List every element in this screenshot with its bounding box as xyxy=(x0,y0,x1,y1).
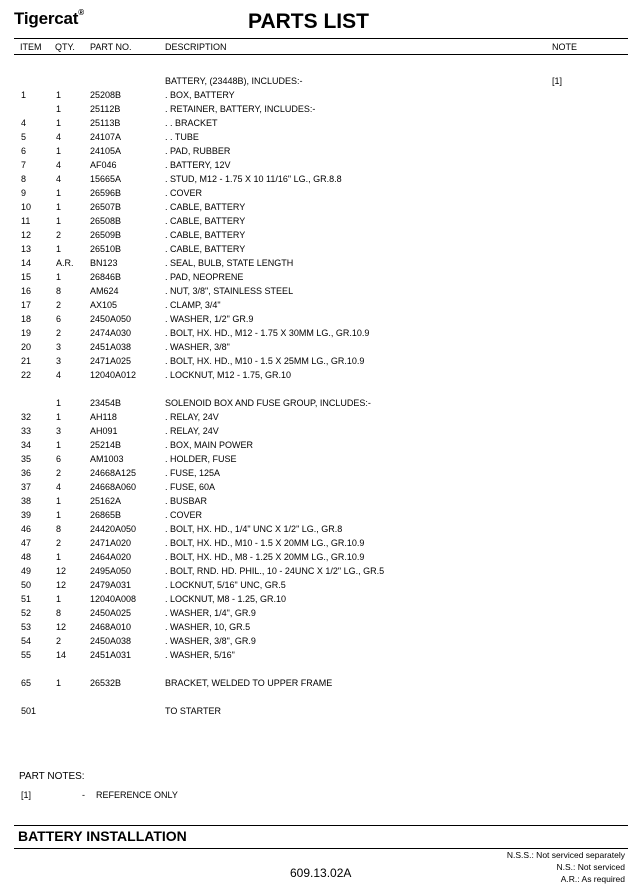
cell-description: . BOLT, HX. HD., M10 - 1.5 X 20MM LG., GR.10.9 xyxy=(165,538,365,548)
document-number: 609.13.02A xyxy=(290,866,352,880)
cell-item: 33 xyxy=(21,426,32,436)
table-row xyxy=(0,690,637,704)
cell-item: 18 xyxy=(21,314,32,324)
brand-name: Tigercat xyxy=(14,9,79,28)
abbreviation-legend xyxy=(507,849,625,885)
cell-part-no: 26532B xyxy=(90,678,122,688)
cell-part-no: 26846B xyxy=(90,272,122,282)
cell-part-no: 24668A060 xyxy=(90,482,137,492)
cell-part-no: AX105 xyxy=(90,300,118,310)
cell-item: 17 xyxy=(21,300,32,310)
table-row xyxy=(0,354,637,368)
cell-part-no: 25162A xyxy=(90,496,122,506)
cell-qty: 1 xyxy=(56,510,62,520)
table-row xyxy=(0,578,637,592)
cell-description: . . BRACKET xyxy=(165,118,218,128)
cell-item: 53 xyxy=(21,622,32,632)
cell-description: . . TUBE xyxy=(165,132,199,142)
cell-description: . BOLT, HX. HD., M8 - 1.25 X 20MM LG., GR.10.9 xyxy=(165,552,365,562)
cell-item: 12 xyxy=(21,230,32,240)
cell-part-no: 24420A050 xyxy=(90,524,137,534)
cell-qty: 1 xyxy=(56,496,62,506)
part-note-dash: - xyxy=(82,790,85,800)
cell-part-no: 2495A050 xyxy=(90,566,132,576)
cell-description: . PAD, RUBBER xyxy=(165,146,231,156)
cell-description: . CABLE, BATTERY xyxy=(165,202,246,212)
cell-item: 6 xyxy=(21,146,27,156)
cell-description: . BATTERY, 12V xyxy=(165,160,231,170)
cell-part-no: 25112B xyxy=(90,104,121,114)
legend-ns: N.S.: Not serviced xyxy=(556,862,625,872)
part-notes-title: PART NOTES: xyxy=(19,771,85,782)
cell-description: . BOLT, HX. HD., M10 - 1.5 X 25MM LG., GR.10.9 xyxy=(165,356,365,366)
cell-qty: 4 xyxy=(56,160,62,170)
table-row xyxy=(0,592,637,606)
cell-qty: 6 xyxy=(56,454,62,464)
cell-part-no: 2450A050 xyxy=(90,314,132,324)
cell-description: . BOX, MAIN POWER xyxy=(165,440,254,450)
cell-part-no: 25214B xyxy=(90,440,122,450)
cell-part-no: 12040A012 xyxy=(90,370,137,380)
cell-description: . NUT, 3/8", STAINLESS STEEL xyxy=(165,286,294,296)
table-row xyxy=(0,466,637,480)
cell-qty: 6 xyxy=(56,314,62,324)
cell-part-no: 2471A020 xyxy=(90,538,132,548)
cell-part-no: 2464A020 xyxy=(90,552,132,562)
cell-description: . WASHER, 1/4", GR.9 xyxy=(165,608,256,618)
cell-qty: 1 xyxy=(56,104,62,114)
column-header-description: DESCRIPTION xyxy=(165,42,227,52)
table-row xyxy=(0,396,637,410)
cell-description: . LOCKNUT, M8 - 1.25, GR.10 xyxy=(165,594,287,604)
cell-note: [1] xyxy=(552,76,563,86)
cell-qty: 1 xyxy=(56,398,62,408)
cell-description: . RETAINER, BATTERY, INCLUDES:- xyxy=(165,104,316,114)
cell-qty: 12 xyxy=(56,566,67,576)
cell-description: . LOCKNUT, 5/16" UNC, GR.5 xyxy=(165,580,286,590)
cell-description: . SEAL, BULB, STATE LENGTH xyxy=(165,258,294,268)
cell-part-no: 2474A030 xyxy=(90,328,132,338)
cell-item: 22 xyxy=(21,370,32,380)
cell-item: 8 xyxy=(21,174,27,184)
cell-qty: 1 xyxy=(56,188,62,198)
cell-description: . BOX, BATTERY xyxy=(165,90,235,100)
cell-part-no: AF046 xyxy=(90,160,117,170)
table-row xyxy=(0,270,637,284)
cell-item: 19 xyxy=(21,328,32,338)
cell-qty: 1 xyxy=(56,272,62,282)
table-row xyxy=(0,116,637,130)
cell-item: 35 xyxy=(21,454,32,464)
cell-description: BRACKET, WELDED TO UPPER FRAME xyxy=(165,678,333,688)
cell-qty: 1 xyxy=(56,440,62,450)
cell-item: 32 xyxy=(21,412,32,422)
cell-qty: 2 xyxy=(56,636,62,646)
cell-part-no: 15665A xyxy=(90,174,122,184)
cell-qty: 1 xyxy=(56,552,62,562)
cell-item: 54 xyxy=(21,636,32,646)
table-row xyxy=(0,242,637,256)
cell-description: . RELAY, 24V xyxy=(165,412,219,422)
cell-description: . PAD, NEOPRENE xyxy=(165,272,244,282)
cell-description: SOLENOID BOX AND FUSE GROUP, INCLUDES:- xyxy=(165,398,371,408)
cell-item: 39 xyxy=(21,510,32,520)
cell-qty: 1 xyxy=(56,216,62,226)
table-row xyxy=(0,676,637,690)
cell-qty: 4 xyxy=(56,370,62,380)
cell-description: . BOLT, RND. HD. PHIL., 10 - 24UNC X 1/2" LG., GR.5 xyxy=(165,566,385,576)
cell-part-no: AH118 xyxy=(90,412,117,422)
cell-item: 9 xyxy=(21,188,27,198)
cell-part-no: AM624 xyxy=(90,286,119,296)
cell-qty: 8 xyxy=(56,524,62,534)
table-row xyxy=(0,662,637,676)
table-row xyxy=(0,200,637,214)
cell-item: 7 xyxy=(21,160,27,170)
part-note-ref: [1] xyxy=(21,790,32,800)
cell-description: BATTERY, (23448B), INCLUDES:- xyxy=(165,76,303,86)
table-row xyxy=(0,228,637,242)
cell-description: . COVER xyxy=(165,510,203,520)
cell-qty: 2 xyxy=(56,468,62,478)
cell-item: 20 xyxy=(21,342,32,352)
cell-item: 34 xyxy=(21,440,32,450)
cell-item: 13 xyxy=(21,244,32,254)
cell-part-no: 23454B xyxy=(90,398,122,408)
cell-item: 47 xyxy=(21,538,32,548)
cell-part-no: 2450A025 xyxy=(90,608,132,618)
table-row xyxy=(0,494,637,508)
cell-item: 11 xyxy=(21,216,31,226)
cell-qty: 1 xyxy=(56,146,62,156)
cell-part-no: 25113B xyxy=(90,118,121,128)
cell-part-no: 26508B xyxy=(90,216,122,226)
cell-description: . WASHER, 10, GR.5 xyxy=(165,622,251,632)
part-note-row xyxy=(0,789,400,801)
cell-description: . FUSE, 60A xyxy=(165,482,216,492)
cell-description: . COVER xyxy=(165,188,203,198)
cell-part-no: 12040A008 xyxy=(90,594,137,604)
table-row xyxy=(0,536,637,550)
table-row xyxy=(0,704,637,718)
cell-qty: 1 xyxy=(56,202,62,212)
table-row xyxy=(0,424,637,438)
cell-qty: 3 xyxy=(56,356,62,366)
table-row xyxy=(0,312,637,326)
cell-qty: 1 xyxy=(56,118,62,128)
cell-description: . WASHER, 5/16" xyxy=(165,650,235,660)
table-row xyxy=(0,74,637,88)
cell-part-no: 2450A038 xyxy=(90,636,132,646)
table-row xyxy=(0,102,637,116)
cell-description: . WASHER, 1/2" GR.9 xyxy=(165,314,254,324)
cell-part-no: 26865B xyxy=(90,510,122,520)
table-row xyxy=(0,144,637,158)
table-row xyxy=(0,438,637,452)
table-row xyxy=(0,284,637,298)
cell-qty: 2 xyxy=(56,538,62,548)
cell-part-no: 26507B xyxy=(90,202,122,212)
cell-description: . STUD, M12 - 1.75 X 10 11/16" LG., GR.8.8 xyxy=(165,174,342,184)
cell-part-no: 24668A125 xyxy=(90,468,137,478)
cell-description: . RELAY, 24V xyxy=(165,426,219,436)
cell-qty: 2 xyxy=(56,328,62,338)
table-row xyxy=(0,326,637,340)
cell-description: TO STARTER xyxy=(165,706,222,716)
table-row xyxy=(0,648,637,662)
cell-qty: 1 xyxy=(56,412,62,422)
cell-qty: 2 xyxy=(56,300,62,310)
cell-part-no: 25208B xyxy=(90,90,122,100)
table-row xyxy=(0,606,637,620)
cell-description: . BUSBAR xyxy=(165,496,208,506)
legend-ar: A.R.: As required xyxy=(560,874,625,884)
cell-item: 21 xyxy=(21,356,32,366)
table-row xyxy=(0,214,637,228)
cell-item: 1 xyxy=(21,90,27,100)
cell-qty: 12 xyxy=(56,580,67,590)
cell-qty: 4 xyxy=(56,174,62,184)
cell-part-no: 2479A031 xyxy=(90,580,132,590)
cell-qty: 14 xyxy=(56,650,67,660)
cell-qty: 2 xyxy=(56,230,62,240)
cell-item: 55 xyxy=(21,650,32,660)
cell-part-no: 26510B xyxy=(90,244,122,254)
cell-item: 50 xyxy=(21,580,32,590)
cell-item: 14 xyxy=(21,258,32,268)
cell-item: 65 xyxy=(21,678,32,688)
cell-part-no: 26596B xyxy=(90,188,122,198)
cell-qty: 1 xyxy=(56,90,62,100)
column-header-item: ITEM xyxy=(20,42,42,52)
cell-qty: 12 xyxy=(56,622,67,632)
cell-part-no: BN123 xyxy=(90,258,118,268)
table-row xyxy=(0,620,637,634)
cell-part-no: AM1003 xyxy=(90,454,124,464)
cell-item: 37 xyxy=(21,482,32,492)
cell-part-no: 26509B xyxy=(90,230,122,240)
cell-description: . BOLT, HX. HD., M12 - 1.75 X 30MM LG., GR.10.9 xyxy=(165,328,370,338)
cell-item: 16 xyxy=(21,286,32,296)
cell-description: . FUSE, 125A xyxy=(165,468,221,478)
cell-item: 36 xyxy=(21,468,32,478)
cell-description: . HOLDER, FUSE xyxy=(165,454,237,464)
cell-item: 52 xyxy=(21,608,32,618)
cell-item: 501 xyxy=(21,706,37,716)
cell-item: 46 xyxy=(21,524,32,534)
cell-qty: A.R. xyxy=(56,258,74,268)
table-row xyxy=(0,550,637,564)
cell-part-no: 2451A038 xyxy=(90,342,132,352)
column-header-part-no: PART NO. xyxy=(90,42,132,52)
cell-qty: 1 xyxy=(56,594,62,604)
table-row xyxy=(0,480,637,494)
cell-item: 10 xyxy=(21,202,32,212)
table-row xyxy=(0,508,637,522)
cell-item: 5 xyxy=(21,132,27,142)
cell-part-no: 2471A025 xyxy=(90,356,132,366)
table-row xyxy=(0,88,637,102)
cell-description: . LOCKNUT, M12 - 1.75, GR.10 xyxy=(165,370,292,380)
cell-item: 4 xyxy=(21,118,27,128)
cell-part-no: AH091 xyxy=(90,426,118,436)
cell-qty: 1 xyxy=(56,678,62,688)
table-row xyxy=(0,522,637,536)
table-row xyxy=(0,158,637,172)
table-row xyxy=(0,410,637,424)
cell-part-no: 24105A xyxy=(90,146,122,156)
table-row xyxy=(0,368,637,382)
cell-qty: 1 xyxy=(56,244,62,254)
section-title: BATTERY INSTALLATION xyxy=(18,828,187,844)
cell-item: 49 xyxy=(21,566,32,576)
cell-qty: 4 xyxy=(56,482,62,492)
table-row xyxy=(0,186,637,200)
cell-description: . WASHER, 3/8", GR.9 xyxy=(165,636,256,646)
cell-qty: 4 xyxy=(56,132,62,142)
table-row xyxy=(0,172,637,186)
cell-item: 48 xyxy=(21,552,32,562)
cell-description: . CABLE, BATTERY xyxy=(165,244,246,254)
cell-qty: 8 xyxy=(56,286,62,296)
legend-nss: N.S.S.: Not serviced separately xyxy=(506,850,625,860)
part-note-text: REFERENCE ONLY xyxy=(96,790,178,800)
cell-item: 38 xyxy=(21,496,32,506)
table-row xyxy=(0,452,637,466)
cell-item: 51 xyxy=(21,594,32,604)
cell-description: . CABLE, BATTERY xyxy=(165,216,246,226)
table-row xyxy=(0,298,637,312)
table-row xyxy=(0,564,637,578)
cell-description: . CLAMP, 3/4" xyxy=(165,300,221,310)
table-row xyxy=(0,634,637,648)
cell-item: 15 xyxy=(21,272,32,282)
page-title: PARTS LIST xyxy=(248,10,369,33)
table-row xyxy=(0,130,637,144)
cell-description: . WASHER, 3/8" xyxy=(165,342,230,352)
table-row xyxy=(0,256,637,270)
cell-qty: 8 xyxy=(56,608,62,618)
cell-description: . CABLE, BATTERY xyxy=(165,230,246,240)
column-header-note: NOTE xyxy=(552,42,578,52)
table-row xyxy=(0,340,637,354)
cell-part-no: 2468A010 xyxy=(90,622,132,632)
cell-description: . BOLT, HX. HD., 1/4" UNC X 1/2" LG., GR.8 xyxy=(165,524,343,534)
column-header-qty: QTY. xyxy=(55,42,75,52)
table-row xyxy=(0,382,637,396)
cell-part-no: 24107A xyxy=(90,132,122,142)
cell-part-no: 2451A031 xyxy=(90,650,132,660)
registered-mark: ® xyxy=(78,8,84,17)
cell-qty: 3 xyxy=(56,426,62,436)
cell-qty: 3 xyxy=(56,342,62,352)
